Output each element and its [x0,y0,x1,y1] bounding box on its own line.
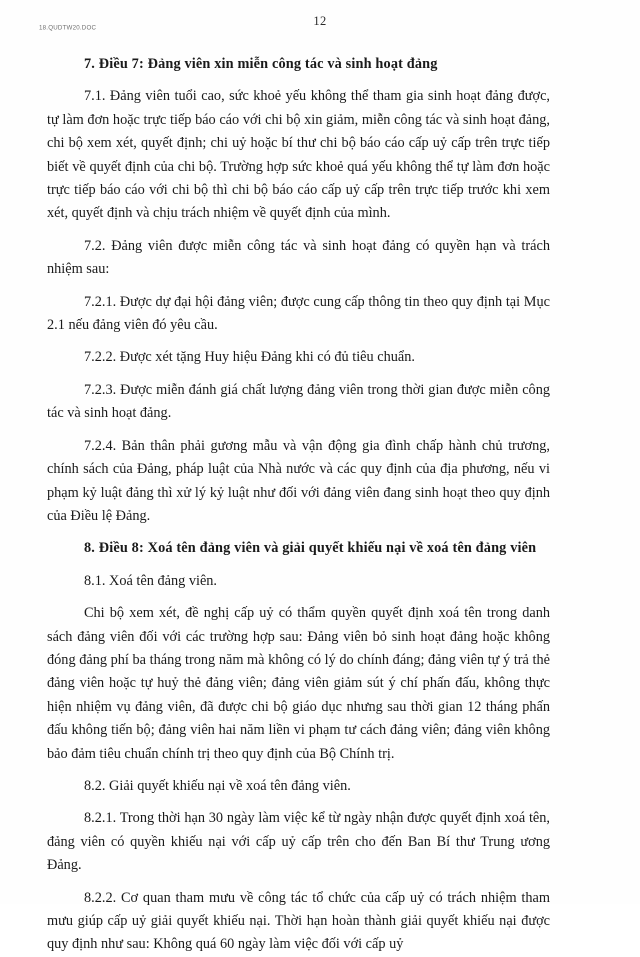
paragraph-8-2-2: 8.2.2. Cơ quan tham mưu về công tác tổ chức của cấp uỷ có trách nhiệm tham mưu giúp cấp uỷ giải quyết khiếu nại. Thời hạn hoàn thành giải quyết khiếu nại được quy định như sau: Không quá 60 ngày làm việc đối với cấp uỷ [47,889,550,953]
page-number: 12 [313,14,327,28]
paragraph-8-1: 8.1. Xoá tên đảng viên. [84,572,218,589]
heading-article-7: 7. Điều 7: Đảng viên xin miễn công tác và sinh hoạt đảng [84,56,438,72]
paragraph-7-2: 7.2. Đảng viên được miễn công tác và sinh hoạt đảng có quyền hạn và trách nhiệm sau: [47,237,550,278]
paragraph-8-1-body: Chi bộ xem xét, đề nghị cấp uỷ có thẩm quyền quyết định xoá tên trong danh sách đảng viên đối với các trường hợp sau: Đảng viên bỏ sinh hoạt đảng hoặc không đóng đảng phí ba tháng trong năm mà không có lý do chính đáng; đảng viên tự ý trả thẻ đảng viên hoặc tự huỷ thẻ đảng viên; đảng viên giảm sút ý chí phấn đấu, không thực hiện nhiệm vụ đảng viên, đã được chi bộ giáo dục nhưng sau thời gian 12 tháng phấn đấu không tiến bộ; đảng viên hai năm liền vi phạm tư cách đảng viên; đảng viên không bảo đảm tiêu chuẩn chính trị theo quy định của Bộ Chính trị. [47,605,550,762]
page-header [0,0,640,48]
paragraph-7-2-4: 7.2.4. Bản thân phải gương mẫu và vận động gia đình chấp hành chủ trương, chính sách của Đảng, pháp luật của Nhà nước và các quy định của địa phương, nếu vi phạm kỷ luật đảng thì xử lý kỷ luật như đối với đảng viên đang sinh hoạt theo quy định của Điều lệ Đảng. [47,437,550,524]
paragraph-7-2-3: 7.2.3. Được miễn đánh giá chất lượng đảng viên trong thời gian được miễn công tác và sinh hoạt đảng. [47,381,550,422]
paragraph-7-2-1: 7.2.1. Được dự đại hội đảng viên; được cung cấp thông tin theo quy định tại Mục 2.1 nếu đảng viên đó yêu cầu. [47,293,550,334]
document-code-label: 18.QUDTW20.DOC [39,24,97,32]
paragraph-8-2-1: 8.2.1. Trong thời hạn 30 ngày làm việc kể từ ngày nhận được quyết định xoá tên, đảng viên có quyền khiếu nại với cấp uỷ cấp trên cho đến Ban Bí thư Trung ương Đảng. [47,810,550,874]
heading-article-8: 8. Điều 8: Xoá tên đảng viên và giải quyết khiếu nại về xoá tên đảng viên [84,540,537,557]
paragraph-7-2-2: 7.2.2. Được xét tặng Huy hiệu Đảng khi có đủ tiêu chuẩn. [84,349,415,366]
document-body [47,53,550,957]
paragraph-8-2: 8.2. Giải quyết khiếu nại về xoá tên đảng viên. [84,777,351,794]
paragraph-7-1: 7.1. Đảng viên tuổi cao, sức khoẻ yếu không thể tham gia sinh hoạt đảng được, tự làm đơn hoặc trực tiếp báo cáo với chi bộ xin giảm, miễn công tác và sinh hoạt đảng, chi bộ xem xét, quyết định; chi uỷ hoặc bí thư chi bộ báo cáo cấp uỷ cấp trên trực tiếp biết về quyết định của chi bộ. Trường hợp sức khoẻ quá yếu không thể tự làm đơn hoặc trực tiếp báo cáo với chi bộ thì chi bộ báo cáo cấp uỷ cấp trên trực tiếp trước khi xem xét, quyết định và chịu trách nhiệm về quyết định của mình. [47,88,550,222]
